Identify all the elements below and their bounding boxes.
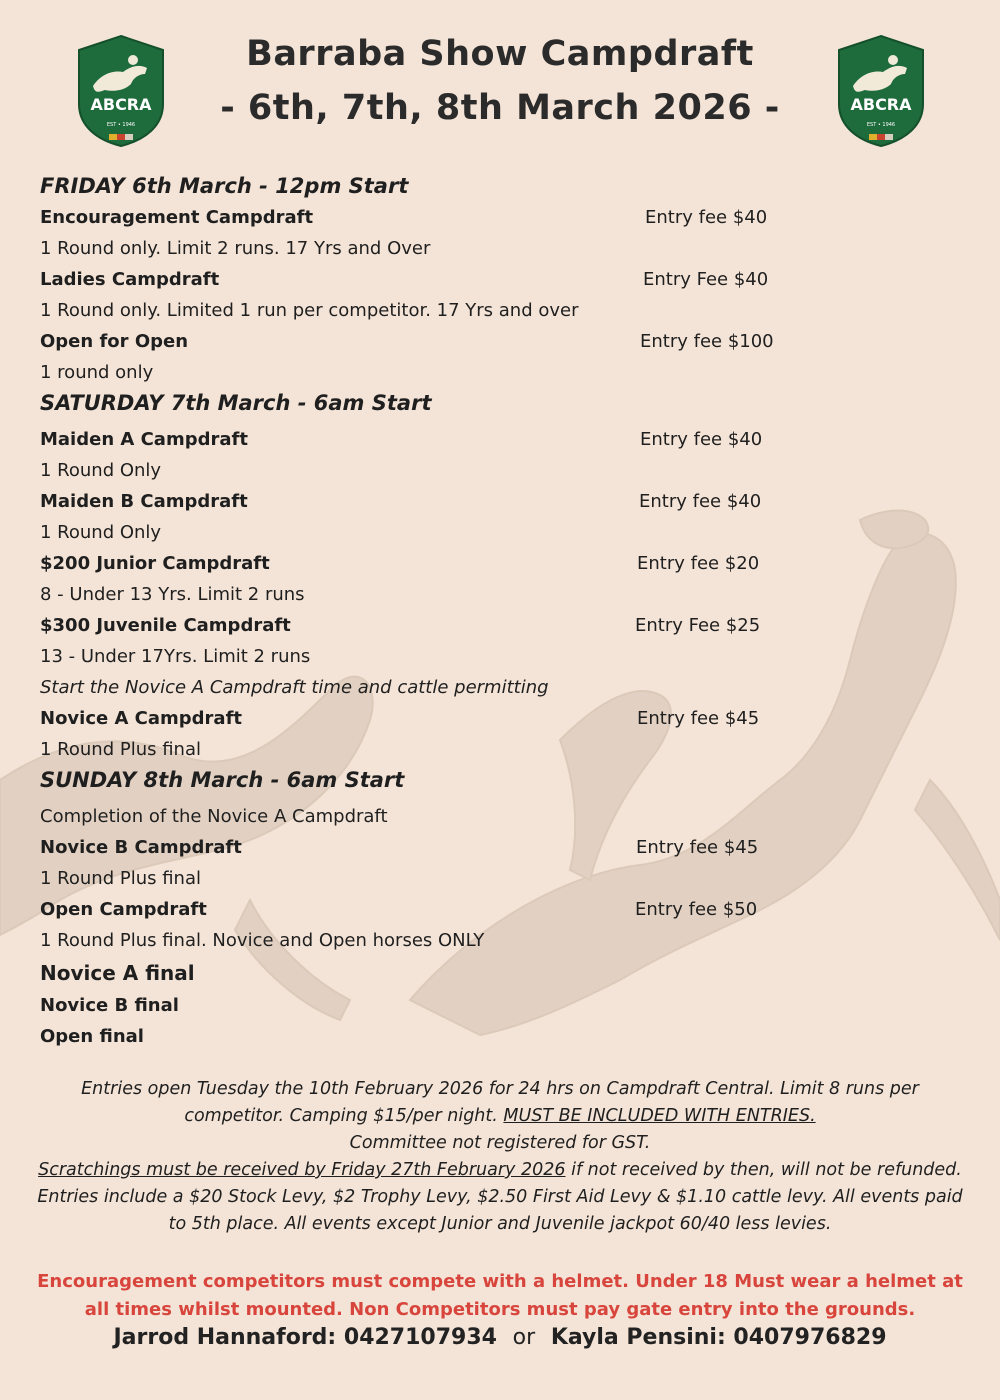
contact-line [0,1325,1000,1350]
contact-kayla: Kayla Pensini: 0407976829 [550,1325,887,1350]
event-name: $200 Junior Campdraft [40,553,270,574]
entry-fee: Entry fee $20 [637,553,760,574]
event-description: 1 Round Plus final. Novice and Open horses ONLY [40,930,485,951]
event-dates: - 6th, 7th, 8th March 2026 - [220,88,780,128]
saturday-heading: SATURDAY 7th March - 6am Start [40,391,432,415]
svg-text:EST • 1946: EST • 1946 [106,122,136,128]
final-item: Novice A final [40,961,195,985]
entries-info [30,1076,970,1238]
entry-fee: Entry fee $45 [636,837,759,858]
event-name: Novice B Campdraft [40,837,242,858]
event-description: 1 Round Only [40,522,162,543]
event-row [40,610,800,641]
entry-fee: Entry fee $45 [637,708,760,729]
event-schedule [40,170,800,1052]
event-row [40,703,800,734]
sunday-heading: SUNDAY 8th March - 6am Start [40,768,405,792]
helmet-warning: Encouragement competitors must compete with a helmet. Under 18 Must wear a helmet at all times whilst mounted. Non Competitors must pay gate entry into the grounds. [37,1271,963,1320]
event-description: 1 Round only. Limit 2 runs. 17 Yrs and Over [40,238,431,259]
event-row [40,548,800,579]
event-description: 1 Round Plus final [40,739,201,760]
entries-required-text: MUST BE INCLUDED WITH ENTRIES. [503,1106,816,1126]
event-row [40,424,800,455]
scratchings-deadline: Scratchings must be received by Friday 27th February 2026 [38,1160,566,1180]
scratchings-text: if not received by then, will not be refunded. Entries include a $20 Stock Levy, $2 Trophy Levy, $2.50 First Aid Levy & $1.10 cattle levy. All events paid to 5th place. All events except Junior and Juvenile jackpot 60/40 less levies. [37,1160,963,1234]
entry-fee: Entry Fee $40 [643,269,769,290]
novice-start-note: Start the Novice A Campdraft time and cattle permitting [40,677,549,698]
event-name: Maiden B Campdraft [40,491,248,512]
event-row [40,202,800,233]
gst-note: Committee not registered for GST. [349,1133,651,1153]
entry-fee: Entry fee $40 [639,491,762,512]
event-name: Ladies Campdraft [40,269,220,290]
event-name: Maiden A Campdraft [40,429,248,450]
svg-text:EST • 1946: EST • 1946 [866,122,896,128]
event-description: 13 - Under 17Yrs. Limit 2 runs [40,646,311,667]
entries-text: Entries open Tuesday the 10th February 2026 for 24 hrs on Campdraft Central. Limit 8 runs per competitor. Camping $15/per night. [81,1079,919,1126]
event-name: $300 Juvenile Campdraft [40,615,291,636]
event-description: 8 - Under 13 Yrs. Limit 2 runs [40,584,305,605]
friday-heading: FRIDAY 6th March - 12pm Start [40,174,409,198]
event-row [40,894,800,925]
event-row [40,326,800,357]
entry-fee: Entry fee $50 [635,899,758,920]
entry-fee: Entry fee $100 [640,331,774,352]
event-description: 1 Round only. Limited 1 run per competitor. 17 Yrs and over [40,300,579,321]
event-name: Encouragement Campdraft [40,207,314,228]
entry-fee: Entry Fee $25 [635,615,761,636]
final-item: Open final [40,1026,144,1047]
svg-text:ABCRA: ABCRA [90,95,152,114]
entry-fee: Entry fee $40 [645,207,768,228]
event-name: Novice A Campdraft [40,708,243,729]
event-description: 1 round only [40,362,154,383]
final-item: Novice B final [40,995,179,1016]
event-name: Open for Open [40,331,189,352]
sunday-intro: Completion of the Novice A Campdraft [40,806,388,827]
event-row [40,486,800,517]
contact-or: or [512,1325,536,1350]
event-row [40,264,800,295]
contact-jarrod: Jarrod Hannaford: 0427107934 [113,1325,497,1350]
event-description: 1 Round Plus final [40,868,201,889]
entry-fee: Entry fee $40 [640,429,763,450]
svg-text:ABCRA: ABCRA [850,95,912,114]
event-row [40,832,800,863]
event-name: Open Campdraft [40,899,207,920]
page-title: Barraba Show Campdraft [246,34,754,74]
event-description: 1 Round Only [40,460,162,481]
